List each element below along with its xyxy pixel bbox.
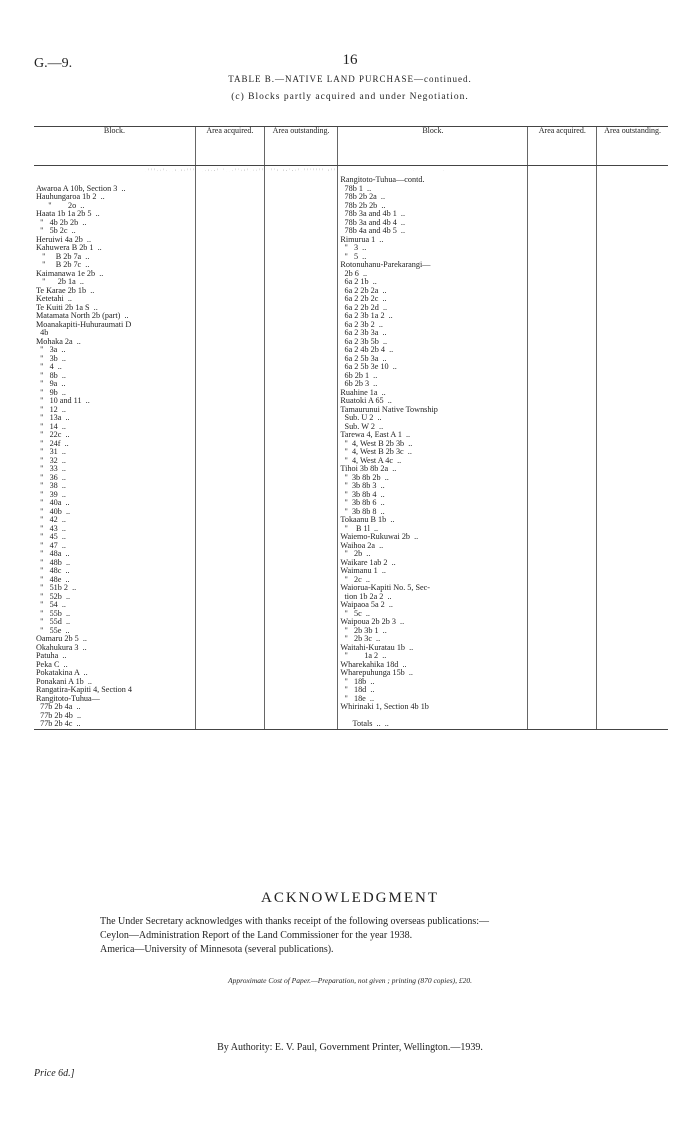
block-name: Sub. W 2 ..	[340, 422, 384, 431]
block-name: Rangatira-Kapiti 4, Section 4	[36, 686, 132, 694]
block-name: Wharekahika 18d ..	[340, 660, 407, 669]
block-name: " 55b ..	[36, 609, 71, 618]
block-name: Okahukura 3 ..	[36, 643, 87, 652]
block-name: Mohaka 2a ..	[36, 337, 81, 346]
block-name: " 8b ..	[36, 371, 66, 380]
block-name: " 2b 1a ..	[36, 278, 84, 286]
block-name: 77b 2b 4c ..	[36, 720, 81, 728]
block-name: Rotonuhanu-Parekarangi—	[340, 261, 431, 269]
block-name: " 4b 2b 2b ..	[36, 218, 87, 227]
block-name	[338, 712, 527, 721]
block-name: " 9b ..	[36, 388, 66, 397]
col-outstanding-right: Area outstanding.	[597, 127, 668, 166]
block-name: " 4 ..	[36, 363, 62, 371]
col-outstanding-left: Area outstanding.	[264, 127, 338, 166]
block-name: " 3b 8b 4 ..	[340, 490, 385, 499]
block-name: " 2o ..	[36, 201, 85, 210]
block-name: 6a 2 3b 2 ..	[340, 320, 383, 329]
block-name: Waihoa 2a ..	[340, 541, 384, 550]
block-name: " B 1l ..	[340, 524, 379, 533]
block-name: " 54 ..	[36, 601, 66, 609]
col-acquired-left: Area acquired.	[195, 127, 264, 166]
block-name: " 3 ..	[340, 244, 367, 252]
block-name: Sub. U 2 ..	[340, 414, 382, 422]
block-name: Matamata North 2b (part) ..	[36, 312, 129, 320]
block-name: Ponakani A 1b ..	[36, 677, 92, 686]
block-name: " 52b ..	[36, 592, 71, 601]
block-name: " 32 ..	[36, 456, 66, 465]
block-name: " 3b 8b 6 ..	[340, 499, 385, 507]
block-name: 78b 2b 2b ..	[340, 201, 386, 210]
right-acquired-cell	[528, 166, 597, 730]
right-outstanding-cell	[597, 166, 668, 730]
block-name: " 12 ..	[36, 405, 66, 414]
block-name: " 47 ..	[36, 541, 66, 550]
block-name: Whirinaki 1, Section 4b 1b	[340, 703, 429, 711]
col-block-left: Block.	[34, 127, 195, 166]
block-name: " 40a ..	[36, 499, 70, 507]
block-name: " 42 ..	[36, 516, 66, 524]
page-number: 16	[342, 52, 358, 68]
block-name: " 33 ..	[36, 465, 66, 473]
left-acquired-cell	[195, 166, 264, 730]
block-name: " 3a ..	[36, 346, 66, 354]
block-name: Waiemo-Rukuwai 2b ..	[340, 533, 419, 541]
block-name: 2b 6 ..	[340, 269, 368, 278]
block-name: " 1a 2 ..	[340, 652, 387, 660]
block-name: " 4, West B 2b 3b ..	[340, 439, 413, 448]
block-name: Hauhungaroa 1b 2 ..	[36, 193, 105, 201]
block-name: " 5c ..	[340, 609, 370, 618]
acknowledgment-body	[100, 915, 660, 957]
block-name: 6b 2b 3 ..	[340, 380, 378, 388]
block-name: " 39 ..	[36, 490, 66, 499]
block-name: Tamaurunui Native Township	[340, 405, 438, 414]
block-name: Waipoua 2b 2b 3 ..	[340, 618, 405, 626]
block-name: Moanakapiti-Huhuraumati D	[36, 320, 132, 329]
block-name: " 9a ..	[36, 380, 66, 388]
block-name: 6a 2 4b 2b 4 ..	[340, 346, 394, 354]
block-name: " 38 ..	[36, 482, 66, 490]
block-name: Tokaanu B 1b ..	[340, 516, 395, 524]
block-name: " B 2b 7a ..	[36, 252, 90, 261]
block-name: " 40b ..	[36, 507, 71, 516]
block-name: " 2b ..	[340, 550, 371, 558]
block-name: Waikare 1ab 2 ..	[340, 558, 396, 567]
authority-line: By Authority: E. V. Paul, Government Printer, Wellington.—1939.	[217, 1042, 483, 1053]
block-name: Wharepuhunga 15b ..	[340, 669, 413, 677]
block-name: " 3b ..	[36, 354, 66, 363]
block-name: " 24f ..	[36, 439, 69, 448]
ack-line: Ceylon—Administration Report of the Land Commissioner for the year 1938.	[100, 930, 413, 941]
block-name: Waimanu 1 ..	[340, 567, 386, 575]
block-name: " 2b 3c ..	[340, 635, 381, 643]
block-name: Ketetahi ..	[36, 295, 72, 303]
block-name: " 5b 2c ..	[36, 227, 76, 235]
col-acquired-right: Area acquired.	[528, 127, 597, 166]
block-name: Heruiwi 4a 2b ..	[36, 235, 92, 244]
block-name: " 51b 2 ..	[36, 584, 77, 592]
block-name: 77b 2b 4b ..	[36, 711, 82, 720]
block-name: 77b 2b 4a ..	[36, 703, 81, 711]
table-subtitle: (c) Blocks partly acquired and under Negotiation.	[231, 92, 469, 102]
block-name: " 18d ..	[340, 686, 375, 694]
block-name: " 2b 3b 1 ..	[340, 626, 387, 635]
block-name: 6a 2 2b 2a ..	[340, 286, 387, 295]
block-name: " 4, West A 4c ..	[340, 456, 402, 465]
block-name: Kahuwera B 2b 1 ..	[36, 244, 102, 252]
block-name: " 48a ..	[36, 550, 70, 558]
left-outstanding-cell	[264, 166, 338, 730]
block-name: Rangitoto-Tuhua—contd.	[340, 176, 425, 184]
block-name: Te Karae 2b 1b ..	[36, 286, 95, 295]
block-name: 6a 2 2b 2c ..	[340, 295, 387, 303]
cost-note: Approximate Cost of Paper.—Preparation, not given ; printing (870 copies), £20.	[227, 976, 472, 985]
block-name: 78b 1 ..	[340, 184, 372, 193]
block-name: Rangitoto-Tuhua—	[36, 694, 100, 703]
block-name	[34, 176, 195, 185]
area-outstanding-value	[665, 166, 668, 175]
block-name: 6a 2 3b 3a ..	[340, 329, 387, 337]
block-name: 4b	[36, 329, 49, 337]
block-name: 6a 2 1b ..	[340, 278, 377, 286]
block-name: Totals .. ..	[340, 720, 389, 728]
block-name: Kaimanawa 1e 2b ..	[36, 269, 104, 278]
ack-line: The Under Secretary acknowledges with thanks receipt of the following overseas publications:—	[100, 916, 490, 927]
block-name: " 22c ..	[36, 431, 70, 439]
block-name: Oamaru 2b 5 ..	[36, 635, 87, 643]
block-name: " 3b 8b 8 ..	[340, 507, 385, 516]
block-name: Tihoi 3b 8b 2a ..	[340, 465, 397, 473]
block-name: Waitahi-Kuratau 1b ..	[340, 643, 414, 652]
block-name: 78b 2b 2a ..	[340, 193, 385, 201]
block-name: Te Kuiti 2b 1a S ..	[36, 303, 98, 312]
block-name: 6a 2 5b 3e 10 ..	[340, 363, 397, 371]
block-name: 6b 2b 1 ..	[340, 371, 378, 380]
block-name: Waipaoa 5a 2 ..	[340, 601, 393, 609]
block-name: Tarewa 4, East A 1 ..	[340, 431, 411, 439]
block-name: " 48e ..	[36, 575, 70, 584]
area-outstanding-value	[334, 166, 337, 175]
block-name: " 13a ..	[36, 414, 70, 422]
block-name: " 3b 8b 3 ..	[340, 482, 385, 490]
table-title: TABLE B.—NATIVE LAND PURCHASE—continued.	[228, 74, 472, 84]
block-name: 78b 3a and 4b 4 ..	[340, 218, 406, 227]
block-name: Haata 1b 1a 2b 5 ..	[36, 210, 100, 218]
block-name: Pokatakina A ..	[36, 669, 88, 677]
block-name: Ruahine 1a ..	[340, 388, 386, 397]
block-name: " 18b ..	[340, 677, 375, 686]
ack-line: America—University of Minnesota (several publications).	[100, 944, 334, 955]
block-name: " 48c ..	[36, 567, 70, 575]
block-name: Waiorua-Kapiti No. 5, Sec-	[340, 584, 431, 592]
block-name: " 55e ..	[36, 626, 70, 635]
blocks-table	[34, 126, 668, 730]
block-name: " 55d ..	[36, 618, 71, 626]
block-name: " 14 ..	[36, 422, 66, 431]
block-name: Awaroa A 10b, Section 3 ..	[36, 184, 126, 193]
price-note: Price 6d.]	[34, 1068, 75, 1079]
block-name: tion 1b 2a 2 ..	[340, 592, 392, 601]
page-reference: G.—9.	[34, 56, 73, 71]
block-name: Rimurua 1 ..	[340, 235, 384, 244]
left-block-cell	[34, 166, 195, 730]
col-block-right: Block.	[338, 127, 528, 166]
block-name: Ruatoki A 65 ..	[340, 397, 392, 405]
acknowledgment-title: ACKNOWLEDGMENT	[261, 890, 439, 906]
block-name: " 2c ..	[340, 575, 370, 584]
block-name: " 18e ..	[340, 694, 375, 703]
block-name: " 36 ..	[36, 473, 66, 482]
block-name: " 45 ..	[36, 533, 66, 541]
block-name: Patuha ..	[36, 652, 67, 660]
block-name: 6a 2 3b 5b ..	[340, 337, 388, 346]
block-name: 6a 2 3b 1a 2 ..	[340, 312, 393, 320]
block-name: " 3b 8b 2b ..	[340, 473, 389, 482]
block-name: " 10 and 11 ..	[36, 397, 90, 405]
block-name: " B 2b 7c ..	[36, 261, 90, 269]
block-name: " 31 ..	[36, 448, 66, 456]
block-name: Peka C ..	[36, 660, 68, 669]
right-block-cell	[338, 166, 528, 730]
block-name: 78b 3a and 4b 1 ..	[340, 210, 406, 218]
block-name: 6a 2 5b 3a ..	[340, 354, 387, 363]
block-name: " 43 ..	[36, 524, 66, 533]
block-name: " 5 ..	[340, 252, 367, 261]
block-name: 78b 4a and 4b 5 ..	[340, 227, 406, 235]
block-name: " 48b ..	[36, 558, 71, 567]
block-name: " 4, West B 2b 3c ..	[340, 448, 412, 456]
block-name: 6a 2 2b 2d ..	[340, 303, 388, 312]
